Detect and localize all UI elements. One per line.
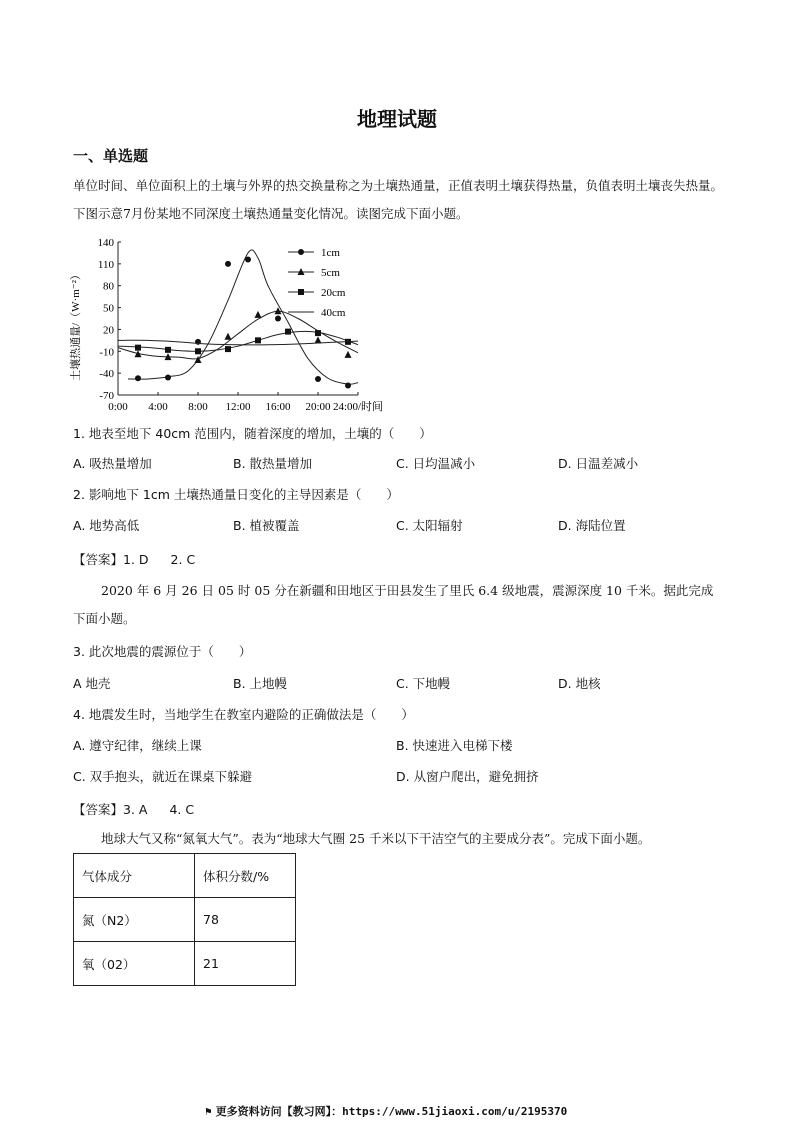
data-point-1cm	[245, 256, 251, 262]
q3-option-c[interactable]: C. 下地幔	[396, 676, 451, 691]
q4-option-d[interactable]: D. 从窗户爬出，避免拥挤	[396, 769, 539, 784]
legend-marker	[298, 289, 304, 295]
data-point-1cm	[135, 375, 141, 381]
flag-icon: ⚑	[205, 1105, 212, 1118]
table-header-cell: 体积分数/%	[195, 854, 296, 898]
data-point-20cm	[255, 337, 261, 343]
data-point-1cm	[225, 261, 231, 267]
q3-option-a[interactable]: A 地壳	[73, 676, 111, 691]
q4-option-c[interactable]: C. 双手抱头，就近在课桌下躲避	[73, 769, 253, 784]
series-line-40cm	[118, 340, 358, 345]
legend-marker	[298, 249, 304, 255]
data-point-5cm	[345, 351, 352, 358]
y-tick-label: 110	[97, 258, 114, 271]
x-tick-label: 8:00	[188, 401, 208, 413]
data-point-1cm	[165, 375, 171, 381]
chart-y-axis-label: 土壤热通量/（W·m⁻²）	[70, 269, 82, 381]
q4-option-b[interactable]: B. 快速进入电梯下楼	[396, 738, 513, 753]
answer-label: 【答案】	[73, 802, 124, 817]
question-4: 4. 地震发生时，当地学生在教室内避险的正确做法是（ ）	[73, 707, 414, 722]
soil-heat-flux-chart	[70, 230, 384, 415]
page-title: 地理试题	[357, 107, 437, 131]
legend-label: 5cm	[321, 267, 340, 279]
question-2: 2. 影响地下 1cm 土壤热通量日变化的主导因素是（ ）	[73, 487, 399, 502]
q3-option-b[interactable]: B. 上地幔	[233, 676, 288, 691]
data-point-1cm	[275, 316, 281, 322]
table-row	[74, 898, 296, 942]
table-cell: 78	[195, 898, 296, 942]
x-tick-label: 4:00	[148, 401, 168, 413]
table-row	[74, 942, 296, 986]
x-tick-label: 16:00	[265, 401, 291, 413]
q1-option-a[interactable]: A. 吸热量增加	[73, 456, 152, 471]
legend-label: 1cm	[321, 247, 340, 259]
section-heading: 一、单选题	[73, 147, 149, 165]
table-header-cell: 气体成分	[74, 854, 195, 898]
answer-4: 4. C	[169, 802, 195, 817]
data-point-5cm	[225, 333, 232, 340]
table-cell: 氮（N2）	[74, 898, 195, 942]
table-cell: 氧（02）	[74, 942, 195, 986]
y-tick-label: -10	[99, 346, 114, 359]
intro-paragraph-1: 单位时间、单位面积上的土壤与外界的热交换量称之为土壤热通量，正值表明土壤获得热量，负值表明土壤丧失热量。下图示意7月份某地不同深度土壤热通量变化情况。读图完成下面小题。	[73, 178, 724, 221]
question-3: 3. 此次地震的震源位于（ ）	[73, 644, 252, 659]
answer-1: 1. D	[123, 552, 149, 567]
footer-link[interactable]	[205, 1103, 567, 1119]
data-point-5cm	[255, 311, 262, 318]
answer-1-2	[73, 550, 195, 568]
chart-legend	[288, 247, 346, 319]
answer-3-4	[73, 800, 194, 818]
intro-paragraph-2: 2020 年 6 月 26 日 05 时 05 分在新疆和田地区于田县发生了里氏 6.4 级地震，震源深度 10 千米。据此完成下面小题。	[73, 583, 714, 626]
answer-3: 3. A	[123, 802, 148, 817]
legend-label: 40cm	[321, 307, 346, 319]
data-point-1cm	[345, 383, 351, 389]
y-tick-label: 140	[97, 237, 114, 249]
intro-paragraph-3: 地球大气又称“氮氧大气”。表为“地球大气圈 25 千米以下干洁空气的主要成分表”。完成下面小题。	[101, 831, 651, 846]
x-tick-label: 24:00/时间	[332, 401, 384, 413]
q2-option-b[interactable]: B. 植被覆盖	[233, 518, 300, 533]
x-tick-label: 0:00	[108, 401, 128, 413]
data-point-20cm	[315, 330, 321, 336]
data-point-20cm	[285, 329, 291, 335]
data-point-20cm	[195, 348, 201, 354]
table-cell: 21	[195, 942, 296, 986]
data-point-20cm	[165, 347, 171, 353]
data-point-20cm	[225, 346, 231, 352]
y-tick-label: 80	[103, 280, 114, 293]
y-tick-label: -70	[99, 390, 114, 402]
y-tick-label: 50	[103, 302, 114, 315]
q2-option-c[interactable]: C. 太阳辐射	[396, 518, 463, 533]
x-tick-label: 12:00	[225, 401, 251, 413]
q2-option-d[interactable]: D. 海陆位置	[558, 518, 626, 533]
q2-option-a[interactable]: A. 地势高低	[73, 518, 140, 533]
q1-option-c[interactable]: C. 日均温减小	[396, 456, 476, 471]
y-tick-label: 20	[103, 324, 114, 337]
x-tick-label: 20:00	[305, 401, 331, 413]
data-point-1cm	[315, 376, 321, 382]
question-1: 1. 地表至地下 40cm 范围内，随着深度的增加，土壤的（ ）	[73, 426, 432, 441]
answer-2: 2. C	[170, 552, 196, 567]
footer-text: 更多资料访问【教习网】：https://www.51jiaoxi.com/u/2195370	[215, 1105, 568, 1118]
q3-option-d[interactable]: D. 地核	[558, 676, 601, 691]
q1-option-d[interactable]: D. 日温差减小	[558, 456, 639, 471]
q4-option-a[interactable]: A. 遵守纪律，继续上课	[73, 738, 202, 753]
data-point-20cm	[135, 345, 141, 351]
chart-axes	[98, 237, 384, 413]
q1-option-b[interactable]: B. 散热量增加	[233, 456, 313, 471]
legend-label: 20cm	[321, 287, 346, 299]
answer-label: 【答案】	[73, 552, 124, 567]
atmosphere-composition-table	[73, 853, 296, 986]
y-tick-label: -40	[99, 368, 114, 381]
data-point-5cm	[315, 336, 322, 343]
table-header-row	[74, 854, 296, 898]
